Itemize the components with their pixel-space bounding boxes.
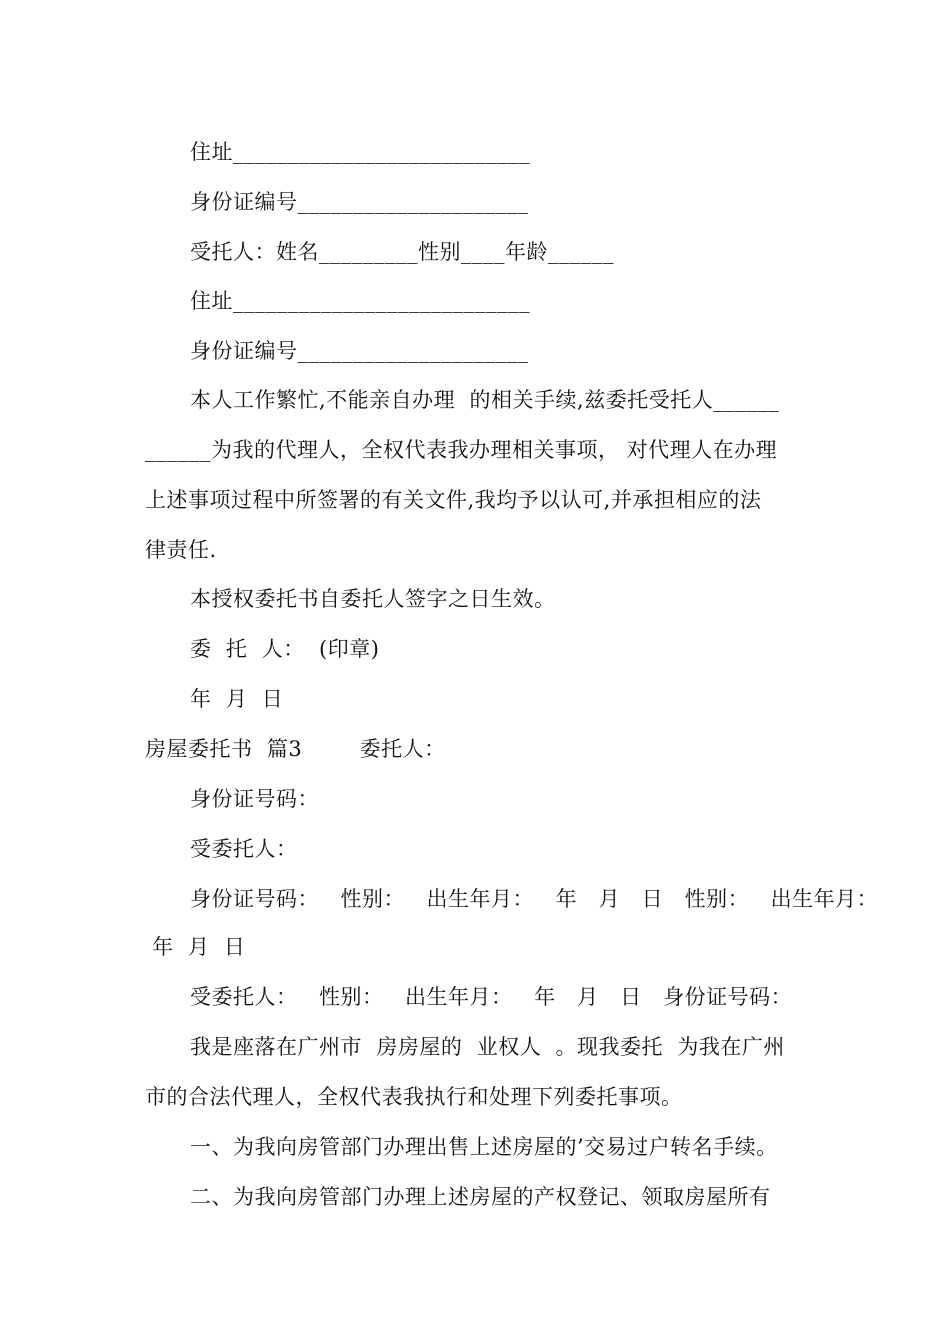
principal-address-line: 住址___________________________ [190, 140, 530, 164]
principal-id-line: 身份证编号_____________________ [190, 190, 529, 214]
agent-address-line: 住址___________________________ [190, 289, 530, 313]
section-heading: 房屋委托书 篇3 委托人： [145, 737, 446, 761]
item-one: 一、为我向房管部门办理出售上述房屋的’交易过户转名手续。 [190, 1135, 778, 1159]
effective-clause: 本授权委托书自委托人签字之日生效。 [190, 587, 556, 611]
body-paragraph-line: 上述事项过程中所签署的有关文件,我均予以认可,并承担相应的法 [145, 488, 762, 512]
principal-details-line: 年 月 日 [145, 935, 246, 959]
agent-id-line: 身份证编号_____________________ [190, 339, 529, 363]
body-paragraph-line: 律责任. [145, 538, 217, 562]
body-paragraph-line: ______为我的代理人，全权代表我办理相关事项， 对代理人在办理 [145, 438, 778, 462]
principal-signature-line: 委 托 人： (印章) [190, 637, 380, 661]
agent-info-line: 受托人：姓名_________性别____年龄______ [190, 240, 614, 264]
item-two: 二、为我向房管部门办理上述房屋的产权登记、领取房屋所有 [190, 1185, 771, 1209]
id-number-field: 身份证号码： [190, 787, 319, 811]
principal-details-line: 身份证号码： 性别： 出生年月： 年 月 日 性别： 出生年月： [190, 887, 879, 911]
body-paragraph-line: 我是座落在广州市 房房屋的 业权人 。现我委托 为我在广州 [190, 1035, 785, 1059]
agent-details-line: 受委托人： 性别： 出生年月： 年 月 日 身份证号码： [190, 985, 793, 1009]
body-paragraph-line: 市的合法代理人，全权代表我执行和处理下列委托事项。 [145, 1085, 683, 1109]
date-line: 年 月 日 [190, 687, 284, 711]
body-paragraph-line: 本人工作繁忙,不能亲自办理 的相关手续,兹委托受托人______ [190, 388, 780, 412]
agent-field: 受委托人： [190, 837, 298, 861]
